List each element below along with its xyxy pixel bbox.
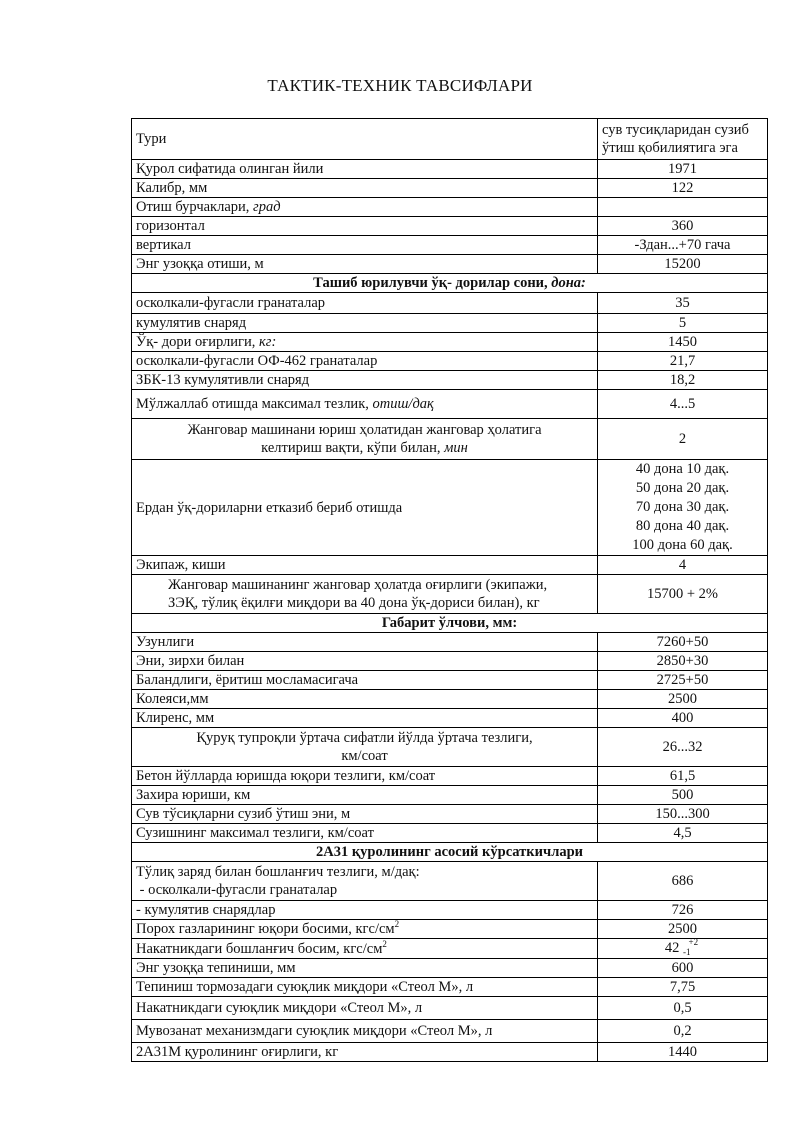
table-row: [132, 709, 768, 728]
table-row: [132, 862, 768, 901]
row-value: 2500: [598, 920, 768, 939]
row-value: 18,2: [598, 371, 768, 390]
row-label: Бетон йўлларда юришда юқори тезлиги, км/соат: [132, 767, 598, 786]
table-row: [132, 786, 768, 805]
table-row: [132, 460, 768, 556]
row-value: 686: [598, 862, 768, 901]
table-row: [132, 198, 768, 217]
row-unit: кг:: [259, 334, 277, 350]
row-value: 4...5: [598, 390, 768, 419]
section-title: Габарит ўлчови, мм:: [132, 614, 768, 633]
table-row: [132, 652, 768, 671]
page-title: ТАКТИК-ТЕХНИК ТАВСИФЛАРИ: [267, 76, 533, 95]
row-label-text: Накатникдаги бошланғич босим, кгс/см: [136, 940, 383, 957]
row-value: 35: [598, 293, 768, 314]
section-title-unit: дона:: [551, 275, 586, 291]
row-label-line: Тўлиқ заряд билан бошланғич тезлиги, м/дақ:: [136, 864, 420, 880]
row-label-text: Отиш бурчаклари,: [136, 199, 250, 215]
row-label: [132, 390, 598, 419]
row-label: Калибр, мм: [132, 179, 598, 198]
row-value: 1440: [598, 1043, 768, 1062]
row-value: 15200: [598, 255, 768, 274]
table-row: [132, 939, 768, 959]
row-label: Клиренс, мм: [132, 709, 598, 728]
table-row: [132, 633, 768, 652]
row-label: [132, 862, 598, 901]
row-value: 122: [598, 179, 768, 198]
row-value: 4: [598, 556, 768, 575]
row-label: ЗБК-13 кумулятивли снаряд: [132, 371, 598, 390]
row-value: 2850+30: [598, 652, 768, 671]
table-row: [132, 920, 768, 939]
list-item: 40 дона 10 дақ.: [635, 461, 730, 477]
row-label: 2А31М қуролининг оғирлиги, кг: [132, 1043, 598, 1062]
row-value-empty: [598, 198, 768, 217]
table-row: [132, 236, 768, 255]
list-item: 70 дона 30 дақ.: [635, 499, 730, 515]
table-row: [132, 824, 768, 843]
row-unit: град: [253, 199, 281, 215]
row-value: [598, 939, 768, 959]
row-value: 600: [598, 959, 768, 978]
row-label: Эни, зирхи билан: [132, 652, 598, 671]
table-row: [132, 690, 768, 709]
row-label-line: - осколкали-фугасли гранаталар: [136, 882, 338, 898]
row-value: 150...300: [598, 805, 768, 824]
section-header: [132, 274, 768, 293]
row-label: Мувозанат механизмдаги суюқлик миқдори «Стеол М», л: [132, 1020, 598, 1043]
tolerance-minus: -1: [683, 947, 691, 957]
table-row: [132, 255, 768, 274]
table-row: [132, 575, 768, 614]
table-row: [132, 556, 768, 575]
table-row: [132, 1043, 768, 1062]
row-value: 1971: [598, 160, 768, 179]
row-value-main: 42: [664, 940, 680, 956]
row-label: Энг узоққа тепиниши, мм: [132, 959, 598, 978]
row-label: [132, 920, 598, 939]
table-row: [132, 293, 768, 314]
table-row: [132, 390, 768, 419]
row-label: кумулятив снаряд: [132, 314, 598, 333]
row-value: 26...32: [598, 728, 768, 767]
section-title: 2А31 қуролининг асосий кўрсаткичлари: [132, 843, 768, 862]
row-label-line: Қуруқ тупроқли ўртача сифатли йўлда ўртача тезлиги,: [196, 730, 533, 746]
table-row: [132, 997, 768, 1020]
row-value: 7,75: [598, 978, 768, 997]
table-row: [132, 671, 768, 690]
row-label-line: келтириш вақти, кўпи билан,: [261, 440, 441, 456]
row-label-text: Порох газларининг юқори босими, кгс/см: [136, 921, 395, 937]
section-title: [132, 274, 768, 293]
list-item: 80 дона 40 дақ.: [635, 518, 730, 534]
row-label: [132, 939, 598, 959]
section-header: [132, 614, 768, 633]
section-header: [132, 843, 768, 862]
row-label: Колеяси,мм: [132, 690, 598, 709]
row-label-text: Ўқ- дори оғирлиги,: [136, 334, 256, 350]
row-value: 400: [598, 709, 768, 728]
row-value-list: [598, 460, 768, 556]
row-value: 2725+50: [598, 671, 768, 690]
row-label: Сув тўсиқларни сузиб ўтиш эни, м: [132, 805, 598, 824]
table-row: [132, 767, 768, 786]
row-value: -Здан...+70 гача: [598, 236, 768, 255]
section-title-text: Ташиб юрилувчи ўқ- дорилар сони,: [313, 275, 548, 291]
table-row: [132, 119, 768, 160]
header-value: сув тусиқларидан сузиб ўтиш қобилиятига эга: [598, 119, 768, 160]
list-item: 100 дона 60 дақ.: [632, 537, 733, 553]
row-label: горизонтал: [132, 217, 598, 236]
row-label: Экипаж, киши: [132, 556, 598, 575]
row-value: 0,2: [598, 1020, 768, 1043]
table-row: [132, 371, 768, 390]
list-item: 50 дона 20 дақ.: [635, 480, 730, 496]
superscript: 2: [382, 938, 387, 949]
row-label-line: ЗЭҚ, тўлиқ ёқилғи миқдори ва 40 дона ўқ-дориси билан), кг: [168, 595, 540, 611]
row-label: Захира юриши, км: [132, 786, 598, 805]
row-unit: мин: [444, 440, 468, 456]
row-label: Сузишнинг максимал тезлиги, км/соат: [132, 824, 598, 843]
row-label: [132, 333, 598, 352]
row-label: осколкали-фугасли ОФ-462 гранаталар: [132, 352, 598, 371]
table-row: [132, 352, 768, 371]
row-value: 21,7: [598, 352, 768, 371]
table-row: [132, 217, 768, 236]
row-value: 4,5: [598, 824, 768, 843]
header-label: Тури: [132, 119, 598, 160]
row-value: 726: [598, 901, 768, 920]
row-label: [132, 728, 598, 767]
table-row: [132, 978, 768, 997]
row-label-line: Жанговар машинани юриш ҳолатидан жанговар ҳолатига: [187, 422, 542, 438]
row-value: 0,5: [598, 997, 768, 1020]
row-label: Энг узоққа отиши, м: [132, 255, 598, 274]
row-value: 2500: [598, 690, 768, 709]
row-label: Тепиниш тормозадаги суюқлик миқдори «Стеол М», л: [132, 978, 598, 997]
table-row: [132, 959, 768, 978]
tolerance: [683, 937, 700, 957]
row-label: вертикал: [132, 236, 598, 255]
table-row: [132, 333, 768, 352]
table-row: [132, 805, 768, 824]
row-label: [132, 419, 598, 460]
row-value: 61,5: [598, 767, 768, 786]
row-label: Узунлиги: [132, 633, 598, 652]
row-value: 15700 + 2%: [598, 575, 768, 614]
tolerance-plus: +2: [688, 937, 699, 947]
table-row: [132, 160, 768, 179]
table-row: [132, 901, 768, 920]
row-label-text: Мўлжаллаб отишда максимал тезлик,: [136, 396, 369, 412]
row-label: Накатникдаги суюқлик миқдори «Стеол М», л: [132, 997, 598, 1020]
row-value: 360: [598, 217, 768, 236]
table-row: [132, 728, 768, 767]
row-unit: отиш/дақ: [372, 396, 434, 412]
table-row: [132, 419, 768, 460]
row-label: Қурол сифатида олинган йили: [132, 160, 598, 179]
spec-table: [131, 118, 768, 1062]
row-value: 5: [598, 314, 768, 333]
row-label-line: Жанговар машинанинг жанговар ҳолатда оғирлиги (экипажи,: [168, 577, 548, 593]
row-value: 500: [598, 786, 768, 805]
row-label: - кумулятив снарядлар: [132, 901, 598, 920]
row-label: [132, 198, 598, 217]
row-value: 1450: [598, 333, 768, 352]
row-label: осколкали-фугасли гранаталар: [132, 293, 598, 314]
row-label: Баландлиги, ёритиш мосламасигача: [132, 671, 598, 690]
row-value: 7260+50: [598, 633, 768, 652]
row-label-line: км/соат: [341, 748, 388, 764]
row-value: 2: [598, 419, 768, 460]
table-row: [132, 179, 768, 198]
row-label: [132, 575, 598, 614]
table-row: [132, 314, 768, 333]
superscript: 2: [394, 919, 400, 930]
row-label: Ердан ўқ-дориларни етказиб бериб отишда: [132, 460, 598, 556]
table-row: [132, 1020, 768, 1043]
